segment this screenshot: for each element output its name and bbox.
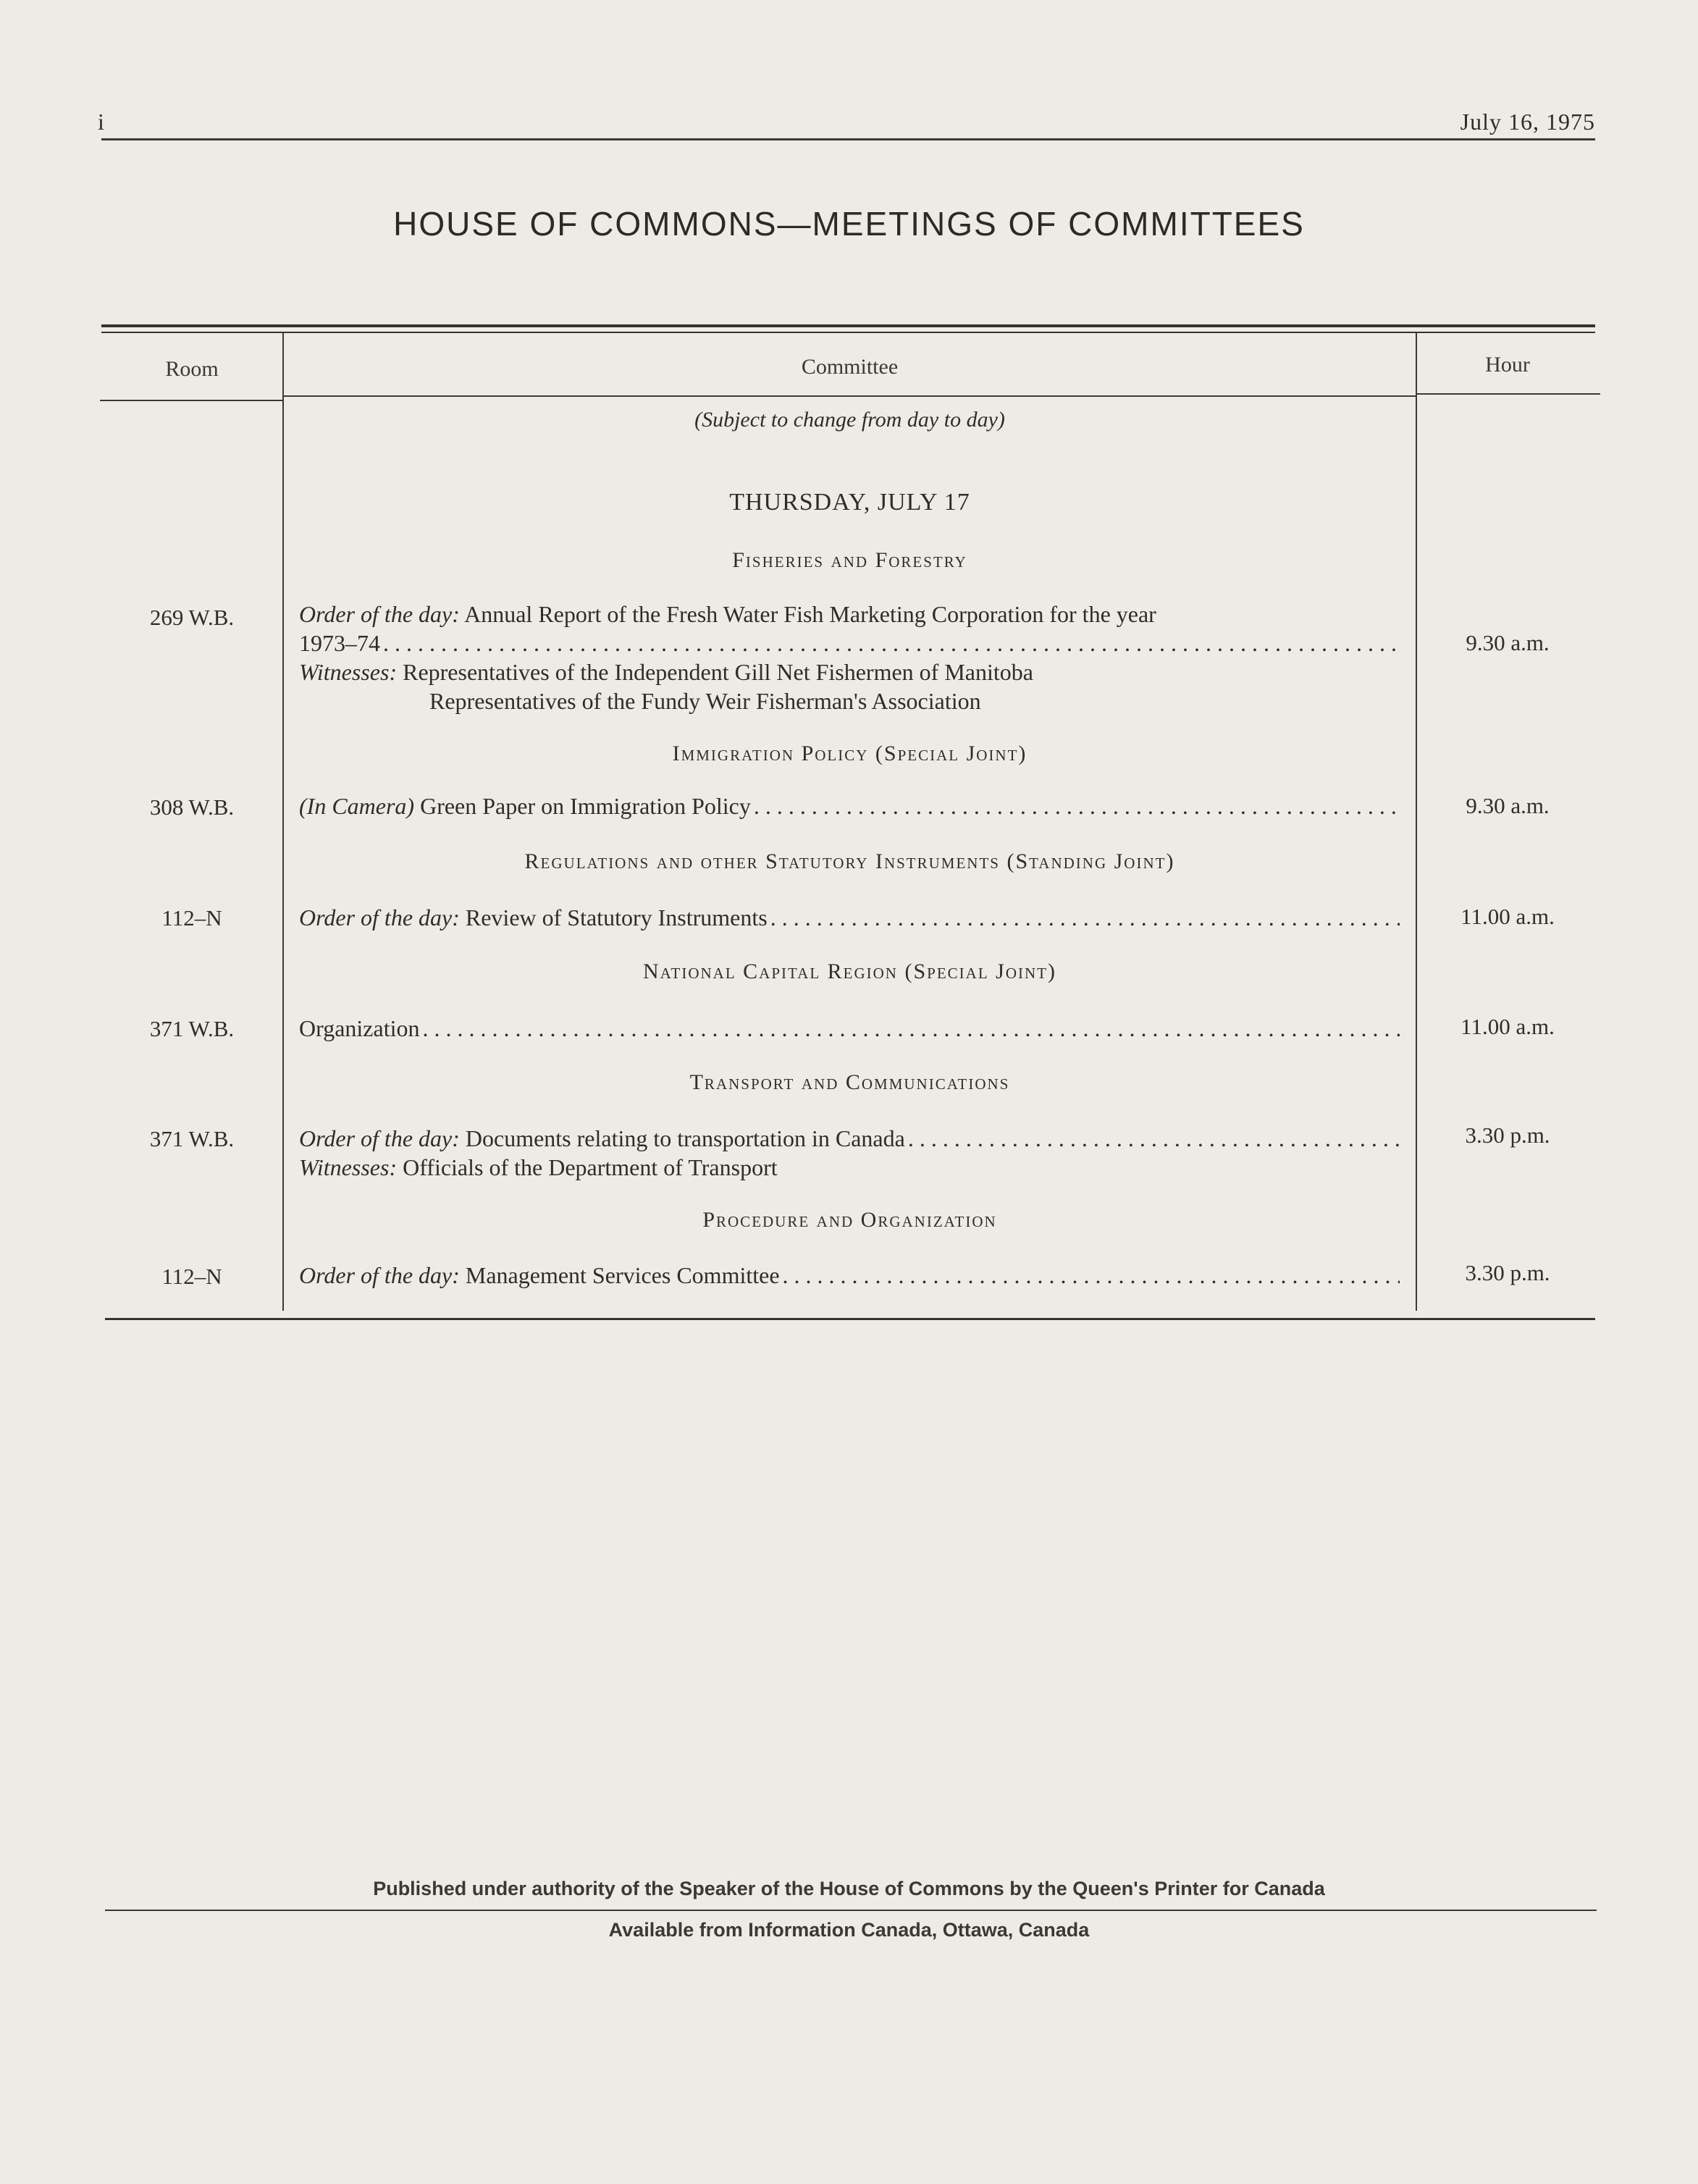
table-top-rule-thin	[101, 332, 1595, 333]
leader-dots	[783, 1261, 1400, 1290]
room-number: 269 W.B.	[149, 605, 235, 630]
agenda-text: Annual Report of the Fresh Water Fish Marketing Corporation for the year	[464, 601, 1156, 627]
committee-heading: National Capital Region (Special Joint)	[643, 959, 1056, 983]
agenda-text-cont: 1973–74	[299, 630, 380, 656]
committee-heading: Immigration Policy (Special Joint)	[672, 742, 1027, 765]
committee-heading: Procedure and Organization	[702, 1208, 997, 1232]
witness-text: Officials of the Department of Transport	[403, 1154, 778, 1180]
order-label: Order of the day:	[299, 1125, 460, 1151]
column-header-hour: Hour	[1485, 353, 1530, 377]
leader-dots	[383, 629, 1400, 658]
order-label: Order of the day:	[299, 904, 460, 931]
agenda-text: Organization	[299, 1015, 420, 1041]
agenda-text: Management Services Committee	[465, 1262, 780, 1288]
room-number: 112–N	[161, 1264, 222, 1289]
leader-dots	[422, 1014, 1400, 1043]
room-number: 371 W.B.	[149, 1016, 235, 1041]
meeting-hour: 3.30 p.m.	[1465, 1260, 1550, 1285]
leader-dots	[770, 903, 1400, 932]
footer-rule	[105, 1910, 1597, 1911]
committee-heading: Regulations and other Statutory Instruments (Standing Joint)	[524, 849, 1175, 873]
meeting-hour: 9.30 a.m.	[1466, 630, 1550, 655]
witness-text: Representatives of the Independent Gill Net Fishermen of Manitoba	[403, 659, 1033, 685]
header-underline-committee	[282, 395, 1416, 397]
meeting-entry	[299, 791, 1400, 820]
committee-heading: Transport and Communications	[689, 1070, 1010, 1094]
meeting-hour: 11.00 a.m.	[1460, 904, 1555, 929]
committee-heading: Fisheries and Forestry	[732, 548, 967, 572]
table-bottom-rule	[105, 1318, 1595, 1320]
page-number: i	[98, 109, 104, 135]
meeting-hour: 11.00 a.m.	[1460, 1014, 1555, 1039]
order-label: Order of the day:	[299, 601, 460, 627]
day-heading: THURSDAY, JULY 17	[729, 489, 970, 516]
room-number: 308 W.B.	[149, 794, 235, 820]
header-underline-room	[100, 400, 282, 401]
leader-dots	[908, 1124, 1400, 1153]
meeting-entry	[299, 1261, 1400, 1290]
column-header-room: Room	[165, 357, 219, 381]
witnesses-label: Witnesses:	[299, 659, 398, 685]
room-number: 112–N	[161, 905, 222, 931]
meeting-entry	[299, 600, 1400, 715]
meeting-entry	[299, 1124, 1400, 1182]
witnesses-label: Witnesses:	[299, 1154, 398, 1180]
leader-dots	[754, 791, 1400, 820]
order-label: Order of the day:	[299, 1262, 460, 1288]
meeting-entry	[299, 1014, 1400, 1043]
table-top-rule	[101, 324, 1595, 327]
column-divider-right	[1416, 332, 1417, 1311]
agenda-text: Documents relating to transportation in Canada	[465, 1125, 905, 1151]
room-number: 371 W.B.	[149, 1126, 235, 1151]
meeting-entry	[299, 903, 1400, 932]
column-divider-left	[282, 332, 284, 1311]
header-underline-hour	[1416, 393, 1600, 395]
agenda-text: Review of Statutory Instruments	[465, 904, 768, 931]
agenda-text: Green Paper on Immigration Policy	[420, 793, 751, 819]
schedule-note: (Subject to change from day to day)	[694, 408, 1005, 432]
publisher-note: Published under authority of the Speaker of the House of Commons by the Queen's Printer for Canada	[373, 1878, 1325, 1899]
meeting-hour: 3.30 p.m.	[1465, 1122, 1550, 1148]
page-date: July 16, 1975	[1460, 109, 1595, 135]
page-title: HOUSE OF COMMONS—MEETINGS OF COMMITTEES	[393, 205, 1305, 243]
column-header-committee: Committee	[801, 355, 899, 379]
witness-text: Representatives of the Fundy Weir Fisherman's Association	[429, 688, 981, 714]
availability-note: Available from Information Canada, Ottawa, Canada	[608, 1919, 1090, 1941]
header-rule	[101, 138, 1595, 140]
in-camera-label: (In Camera)	[299, 793, 415, 819]
meeting-hour: 9.30 a.m.	[1466, 793, 1550, 818]
